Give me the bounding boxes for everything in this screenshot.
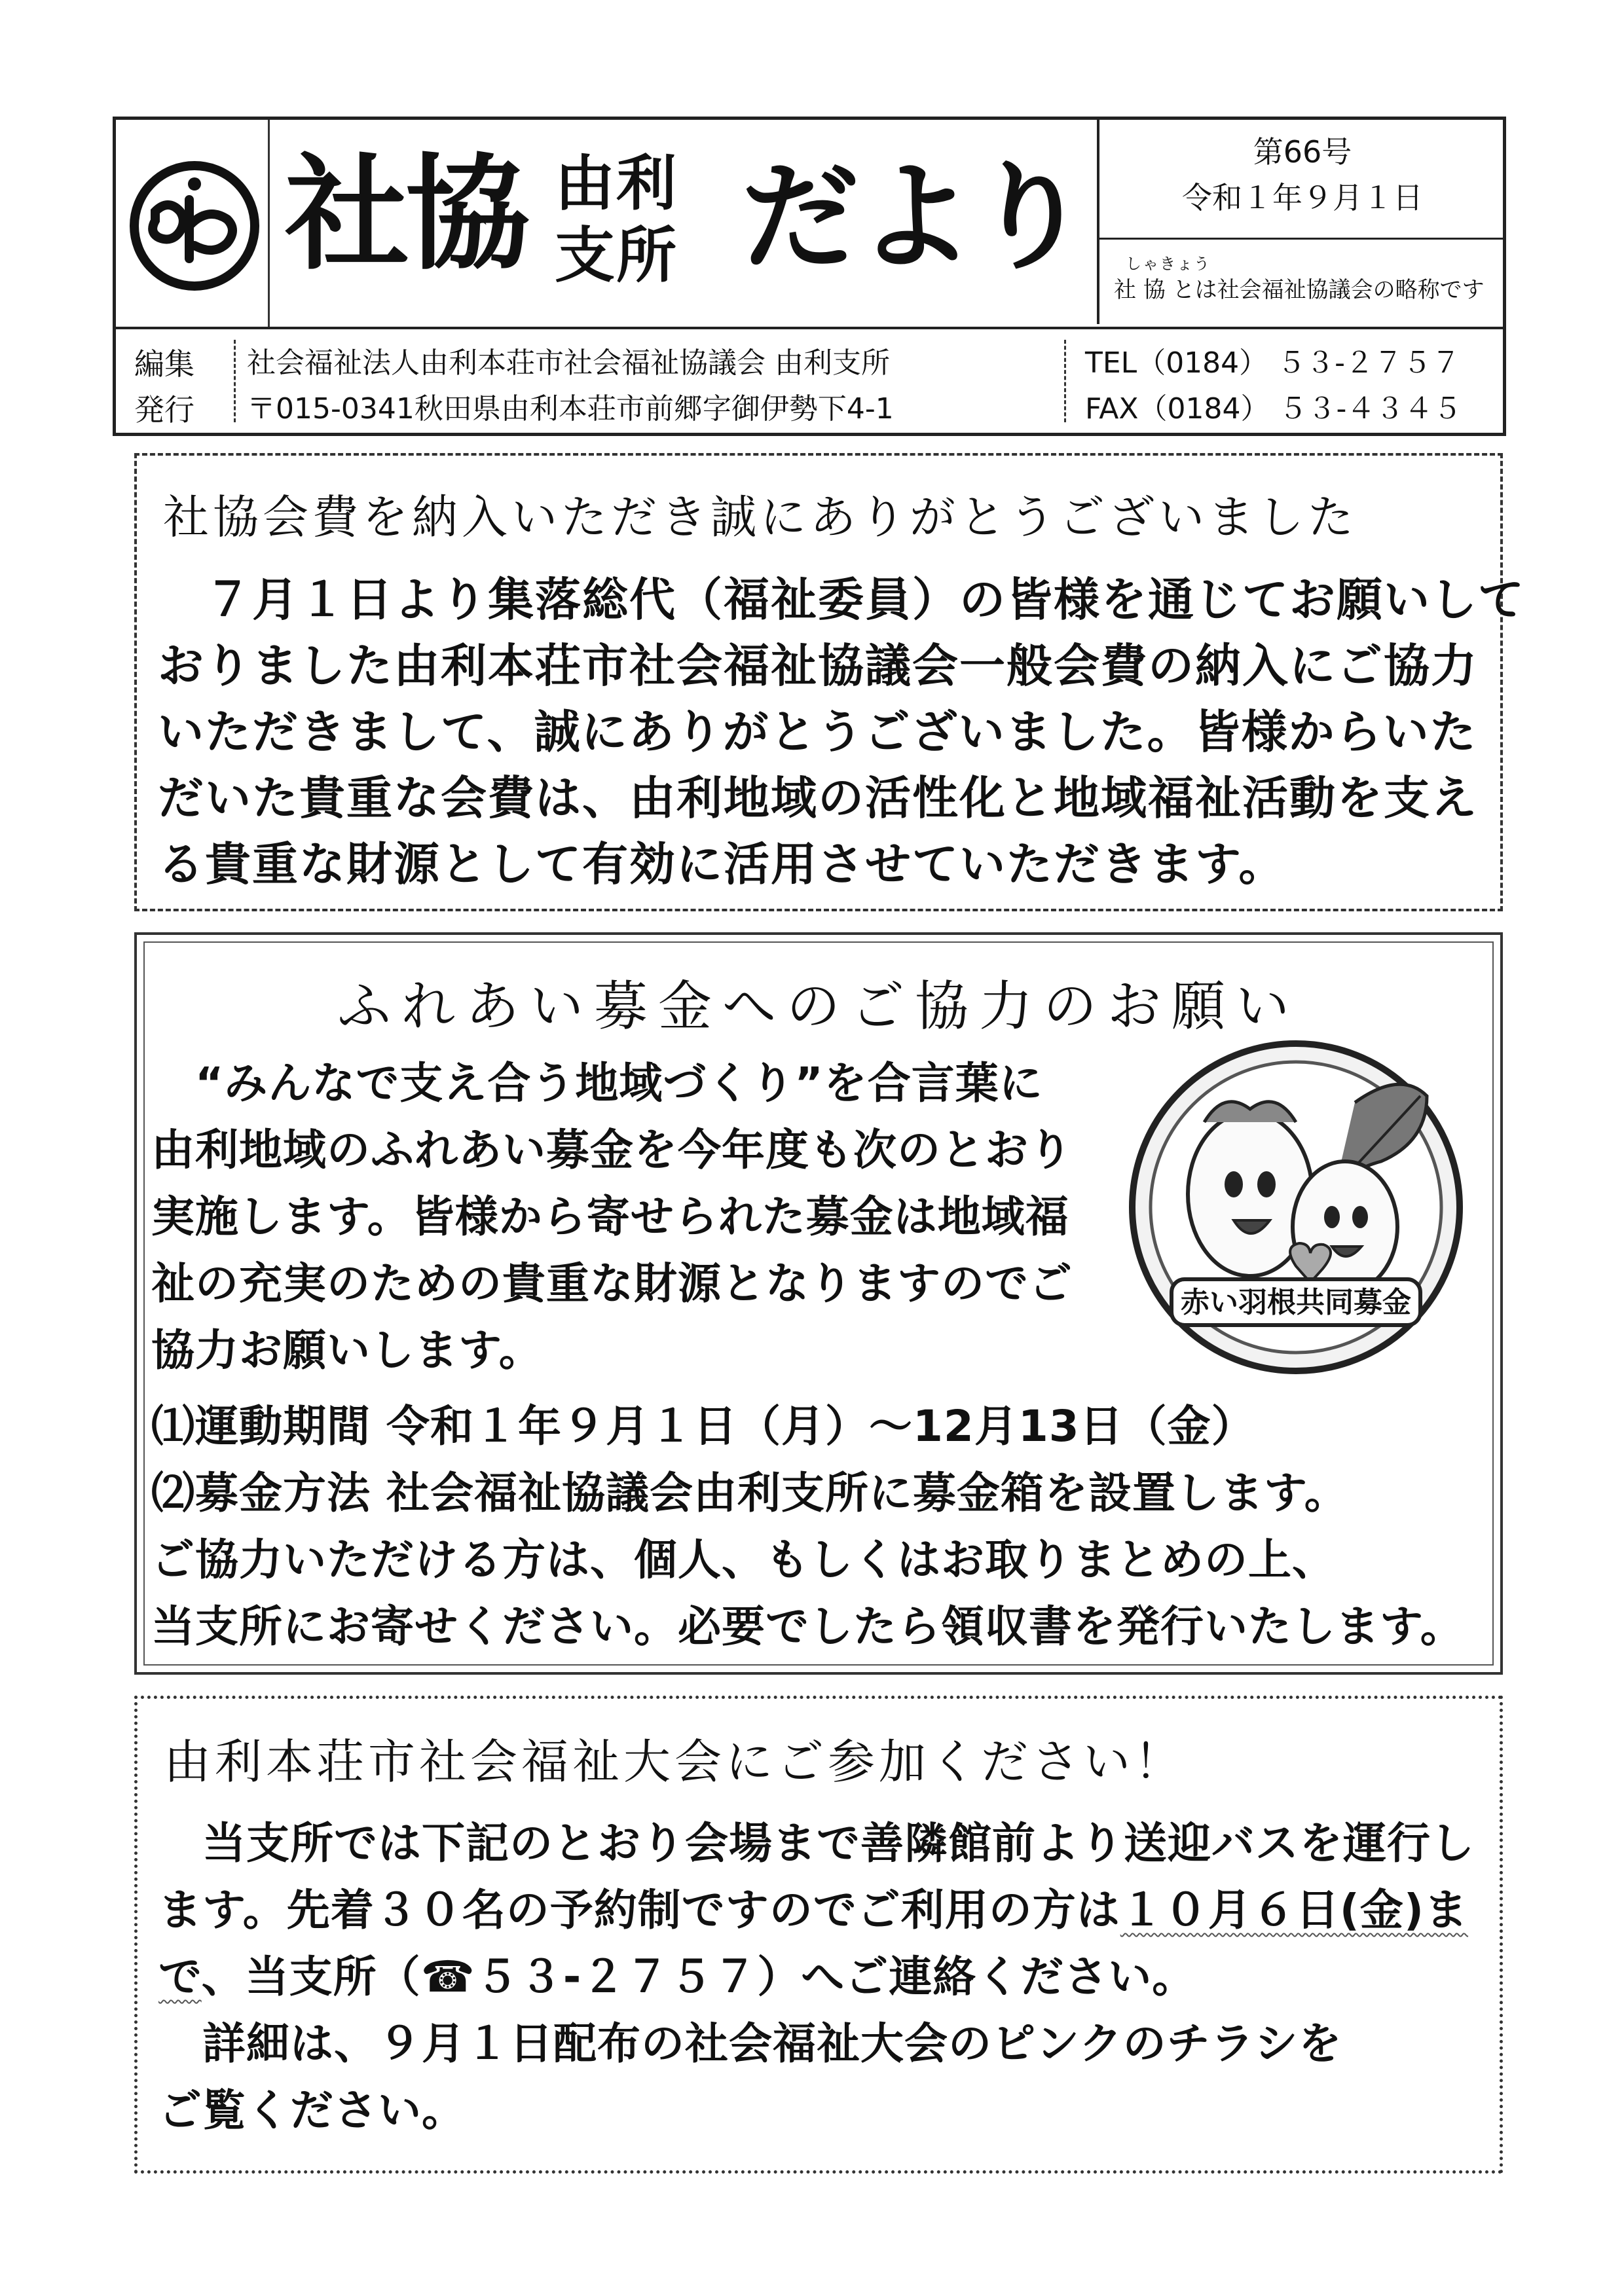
masthead-title-row: [116, 120, 1503, 329]
fundraising-details: [151, 1393, 1464, 1660]
title-yuri: 由利: [555, 149, 678, 219]
abbrev-ruby: しゃきょう: [1126, 255, 1211, 273]
paragraph-line: 祉の充実のための貴重な財源となりますのでご: [151, 1258, 1073, 1309]
issue-number: 第66号: [1253, 134, 1352, 170]
membership-fee-heading: 社協会費を納入いただき誠にありがとうございました: [163, 490, 1357, 544]
publisher-address: 〒015-0341秋田県由利本荘市前郷字御伊勢下4-1: [247, 392, 894, 426]
logo-divider: [268, 120, 270, 327]
publisher-label: 発行: [134, 392, 194, 428]
paragraph-line: 実施します。皆様から寄せられた募金は地域福: [151, 1192, 1069, 1242]
paragraph-line: だいた貴重な会費は、由利地域の活性化と地域福祉活動を支え: [158, 771, 1478, 825]
shakyo-logo-icon: [129, 160, 260, 291]
membership-fee-body: [158, 567, 1525, 898]
editor-label: 編集: [134, 346, 194, 382]
issue-box: [1097, 120, 1505, 324]
paragraph-line: おりました由利本荘市社会福祉協議会一般会費の納入にご協力: [158, 639, 1478, 693]
detail-line: ご協力いただける方は、個人、もしくはお取りまとめの上、: [151, 1535, 1336, 1585]
red-feather-badge-icon: [1119, 1030, 1473, 1384]
deadline-emphasis: １０月６日(金)ま: [1120, 1885, 1469, 1935]
masthead: [113, 117, 1506, 436]
detail-method: ⑵募金方法 社会福祉協議会由利支所に募金箱を設置します。: [151, 1468, 1348, 1518]
convention-heading: 由利本荘市社会福祉大会にご参加ください！: [164, 1734, 1186, 1789]
paragraph-line: 詳細は、９月１日配布の社会福祉大会のピンクのチラシを: [158, 2018, 1342, 2069]
info-separator: [1064, 340, 1066, 422]
welfare-convention-notice: [134, 1696, 1503, 2174]
title-shakyo: 社協: [285, 142, 526, 287]
paragraph-line: 由利地域のふれあい募金を今年度も次のとおり: [151, 1125, 1073, 1175]
paragraph-line: [158, 1877, 1475, 1944]
paragraph-line: 当支所では下記のとおり会場まで善隣館前より送迎バスを運行し: [158, 1818, 1475, 1868]
paragraph-line: ７月１日より集落総代（福祉委員）の皆様を通じてお願いして: [158, 573, 1525, 627]
title-dayori: だより: [741, 149, 1088, 286]
info-separator: [234, 340, 236, 422]
issue-divider: [1099, 238, 1505, 240]
paragraph-line: る貴重な財源として有効に活用させていただきます。: [158, 837, 1286, 891]
masthead-info-row: [116, 327, 1503, 433]
paragraph-line: “みんなで支え合う地域づくり”を合言葉に: [151, 1058, 1043, 1108]
editor-name: 社会福祉法人由利本荘市社会福祉協議会 由利支所: [247, 346, 890, 380]
paragraph-line: いただきまして、誠にありがとうございました。皆様からいた: [158, 705, 1477, 759]
abbrev-note: 社 協 とは社会福祉協議会の略称です: [1114, 277, 1485, 303]
fax-number: FAX（0184） ５３-４３４５: [1085, 392, 1462, 426]
convention-body: [158, 1810, 1475, 2144]
text-span: ます。先着３０名の予約制ですのでご利用の方は: [158, 1885, 1120, 1935]
detail-period: ⑴運動期間 令和１年９月１日（月）～12月13日（金）: [151, 1401, 1255, 1451]
paragraph-line: 協力お願いします。: [151, 1325, 543, 1376]
detail-line: 当支所にお寄せください。必要でしたら領収書を発行いたします。: [151, 1601, 1464, 1652]
tel-number: TEL（0184） ５３-２７５７: [1085, 346, 1461, 380]
deadline-emphasis-tail: で: [158, 1952, 202, 2002]
membership-fee-notice: [134, 453, 1525, 911]
title-shisho: 支所: [555, 221, 678, 291]
paragraph-line: ご覧ください。: [158, 2085, 466, 2136]
contact-text: 、当支所（☎５３-２７５７）へご連絡ください。: [201, 1952, 1196, 2002]
paragraph-line: [158, 1944, 1475, 2011]
badge-label: 赤い羽根共同募金: [1181, 1286, 1411, 1319]
fundraising-heading: ふれあい募金へのご協力のお願い: [337, 975, 1300, 1038]
fundraising-body: [151, 1050, 1073, 1384]
fureai-fundraising-notice: [134, 932, 1503, 1675]
issue-date: 令和１年９月１日: [1182, 180, 1423, 215]
